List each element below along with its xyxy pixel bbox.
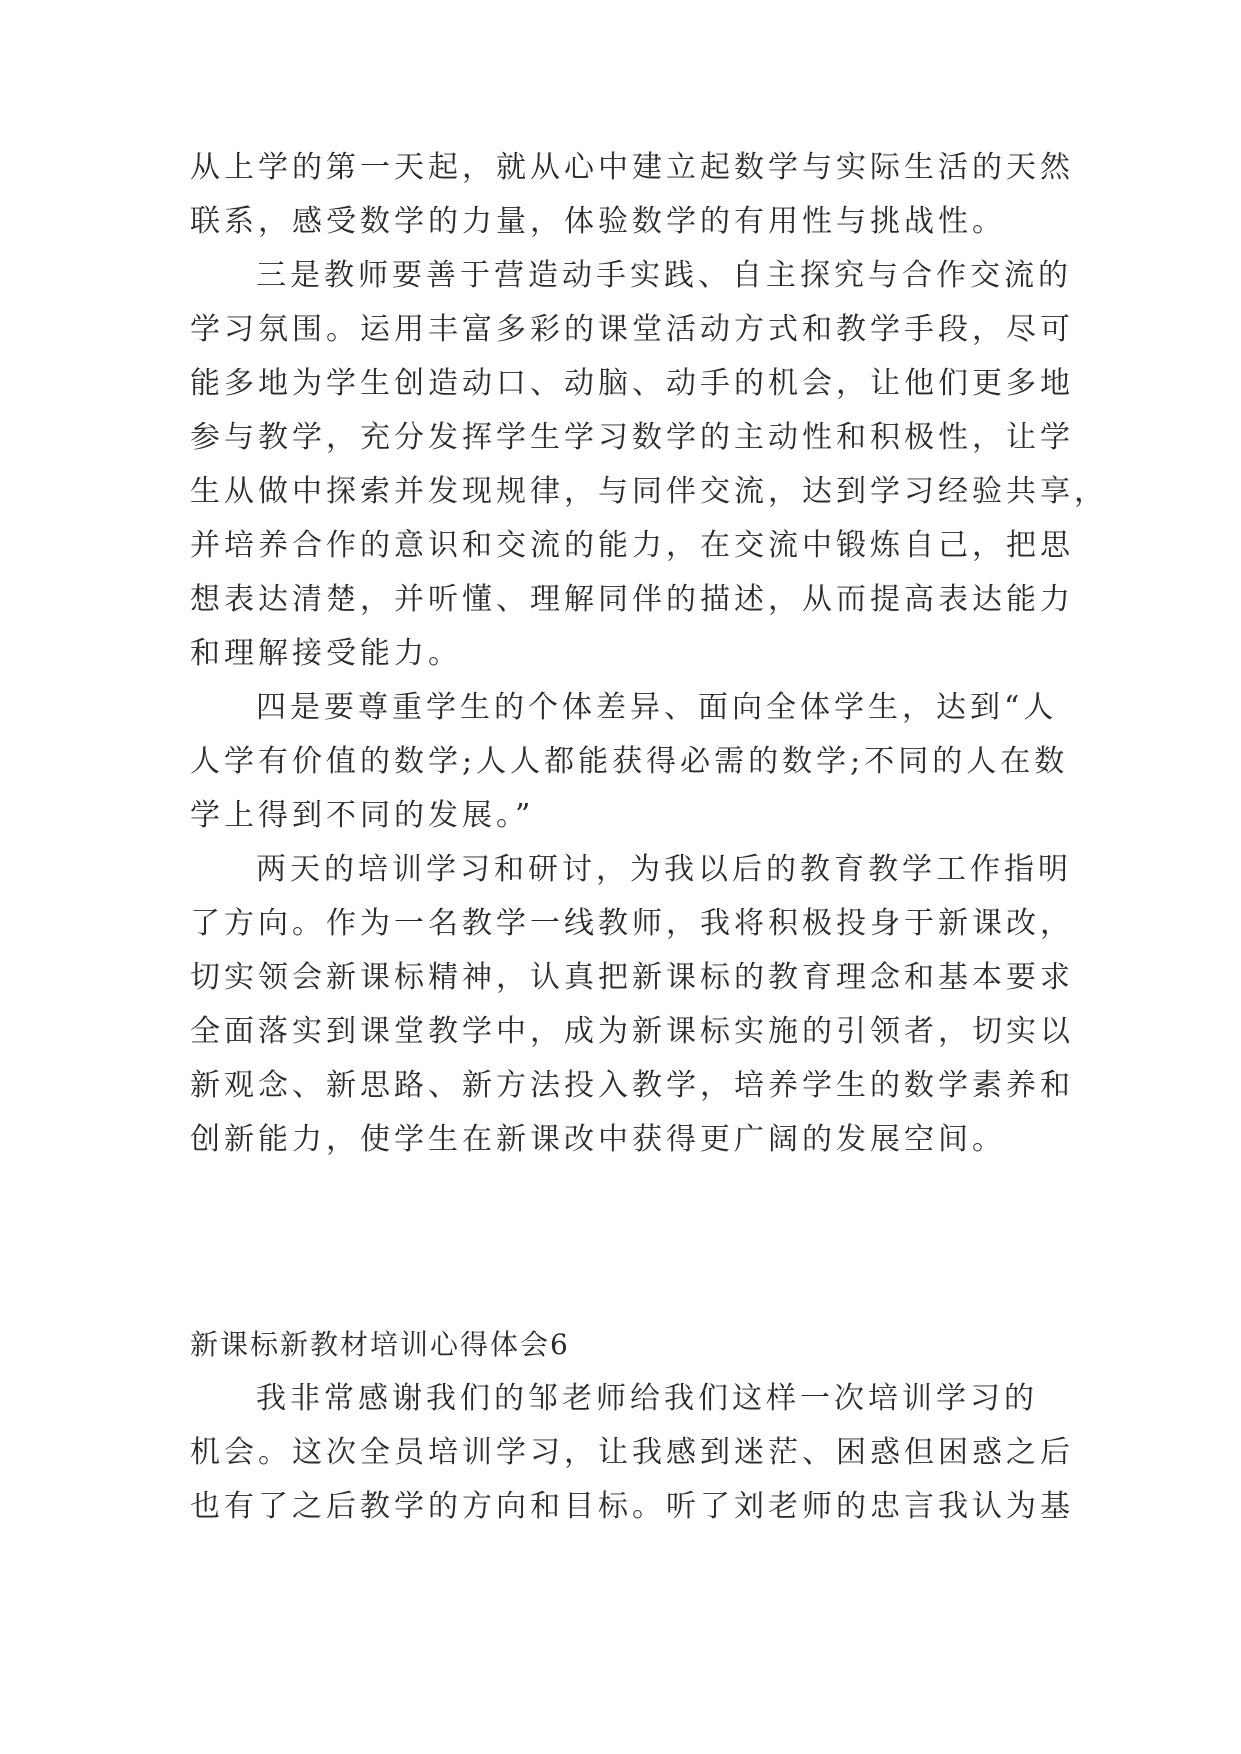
- text-line: 能多地为学生创造动口、动脑、动手的机会，让他们更多地: [190, 366, 1074, 401]
- text-line: 创新能力，使学生在新课改中获得更广阔的发展空间。: [190, 1122, 1006, 1157]
- text-line: 机会。这次全员培训学习，让我感到迷茫、困惑但困惑之后: [190, 1435, 1074, 1470]
- paragraph-start-line: 三是教师要善于营造动手实践、自主探究与合作交流的: [256, 258, 1072, 293]
- text-line: 新观念、新思路、新方法投入教学，培养学生的数学素养和: [190, 1068, 1074, 1103]
- paragraph-start-line: 四是要尊重学生的个体差异、面向全体学生，达到“人: [256, 690, 1058, 725]
- text-line: 全面落实到课堂教学中，成为新课标实施的引领者，切实以: [190, 1014, 1074, 1049]
- paragraph-start-line: 我非常感谢我们的邹老师给我们这样一次培训学习的: [256, 1381, 1038, 1416]
- text-line: 学习氛围。运用丰富多彩的课堂活动方式和教学手段，尽可: [190, 312, 1074, 347]
- text-line: 生从做中探索并发现规律，与同伴交流，达到学习经验共享，: [190, 474, 1108, 509]
- text-line: 联系，感受数学的力量，体验数学的有用性与挑战性。: [190, 204, 1006, 239]
- text-line: 学上得到不同的发展。”: [190, 798, 535, 833]
- text-line: 从上学的第一天起，就从心中建立起数学与实际生活的天然: [190, 150, 1074, 185]
- text-line: 了方向。作为一名教学一线教师，我将积极投身于新课改，: [190, 906, 1074, 941]
- text-line: 也有了之后教学的方向和目标。听了刘老师的忠言我认为基: [190, 1489, 1074, 1524]
- text-line: 想表达清楚，并听懂、理解同伴的描述，从而提高表达能力: [190, 582, 1074, 617]
- text-line: 人学有价值的数学;人人都能获得必需的数学;不同的人在数: [190, 744, 1069, 779]
- text-line: 参与教学，充分发挥学生学习数学的主动性和积极性，让学: [190, 420, 1074, 455]
- text-line: 切实领会新课标精神，认真把新课标的教育理念和基本要求: [190, 960, 1074, 995]
- section-heading: 新课标新教材培训心得体会6: [190, 1328, 570, 1361]
- paragraph-start-line: 两天的培训学习和研讨，为我以后的教育教学工作指明: [256, 852, 1072, 887]
- text-line: 和理解接受能力。: [190, 636, 462, 671]
- text-line: 并培养合作的意识和交流的能力，在交流中锻炼自己，把思: [190, 528, 1074, 563]
